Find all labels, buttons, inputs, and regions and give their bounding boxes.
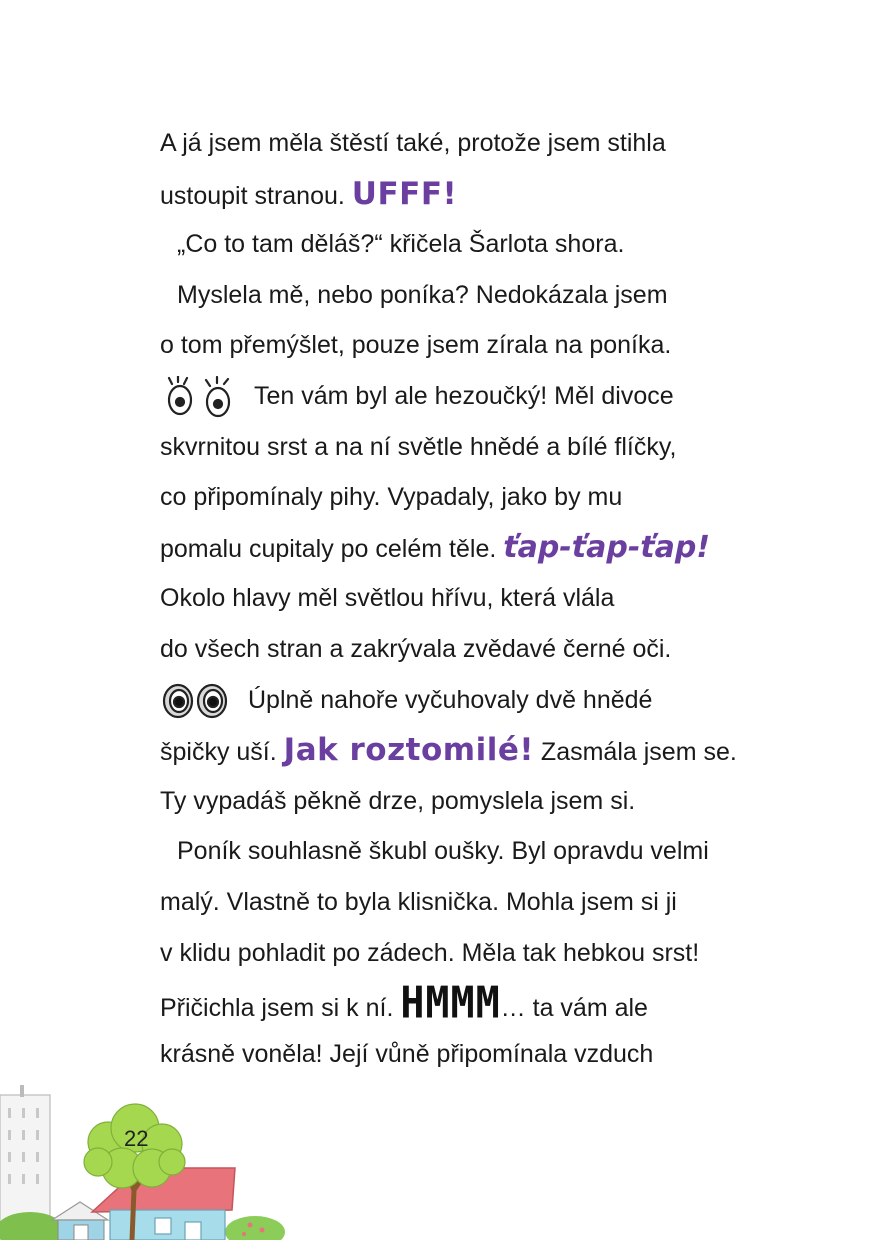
- hmmm-sound: HMMM: [400, 977, 501, 1029]
- text-line-12: Úplně nahoře vyčuhovaly dvě hnědé: [160, 675, 760, 726]
- text-line-14: Ty vypadáš pěkně drze, pomyslela jsem si.: [160, 786, 636, 815]
- ufff-exclamation: UFFF!: [351, 175, 458, 212]
- text-line-7: skvrnitou srst a na ní světle hnědé a bílé flíčky,: [160, 432, 677, 461]
- text-line-3: „Co to tam děláš?“ křičela Šarlota shora.: [177, 230, 625, 259]
- town-tree-house-illustration: [0, 1060, 300, 1240]
- page-number: 22: [124, 1126, 149, 1151]
- text-line-17: v klidu pohladit po zádech. Měla tak hebkou srst!: [160, 938, 700, 967]
- text-line-15: Poník souhlasně škubl oušky. Byl opravdu velmi: [177, 837, 709, 866]
- text-line-4: Myslela mě, nebo poníka? Nedokázala jsem: [177, 280, 668, 309]
- eyes-wide-icon: [160, 681, 234, 721]
- text-line-10: Okolo hlavy měl světlou hřívu, která vlála: [160, 584, 615, 613]
- text-line-9: pomalu cupitaly po celém těle. ťap-ťap-ťap!: [160, 529, 711, 565]
- page-text: [160, 118, 760, 1079]
- text-line-13: špičky uší. Jak roztomilé! Zasmála jsem se.: [160, 732, 737, 769]
- text-line-2: ustoupit stranou. UFFF!: [160, 175, 458, 212]
- text-line-19: krásně voněla! Její vůně připomínala vzduch: [160, 1039, 654, 1068]
- jak-roztomile-exclamation: Jak roztomilé!: [283, 732, 534, 769]
- text-line-6: Ten vám byl ale hezoučký! Měl divoce: [160, 371, 760, 422]
- eyes-with-lashes-icon: [160, 376, 246, 418]
- text-line-11: do všech stran a zakrývala zvědavé černé oči.: [160, 634, 672, 663]
- tap-tap-tap-sound: ťap-ťap-ťap!: [503, 529, 711, 565]
- text-line-1: A já jsem měla štěstí také, protože jsem stihla: [160, 129, 666, 157]
- text-line-8: co připomínaly pihy. Vypadaly, jako by mu: [160, 483, 623, 512]
- text-line-5: o tom přemýšlet, pouze jsem zírala na poníka.: [160, 331, 672, 360]
- text-line-18: Přičichla jsem si k ní. HMMM… ta vám ale: [160, 978, 760, 1029]
- text-line-16: malý. Vlastně to byla klisnička. Mohla jsem si ji: [160, 887, 677, 916]
